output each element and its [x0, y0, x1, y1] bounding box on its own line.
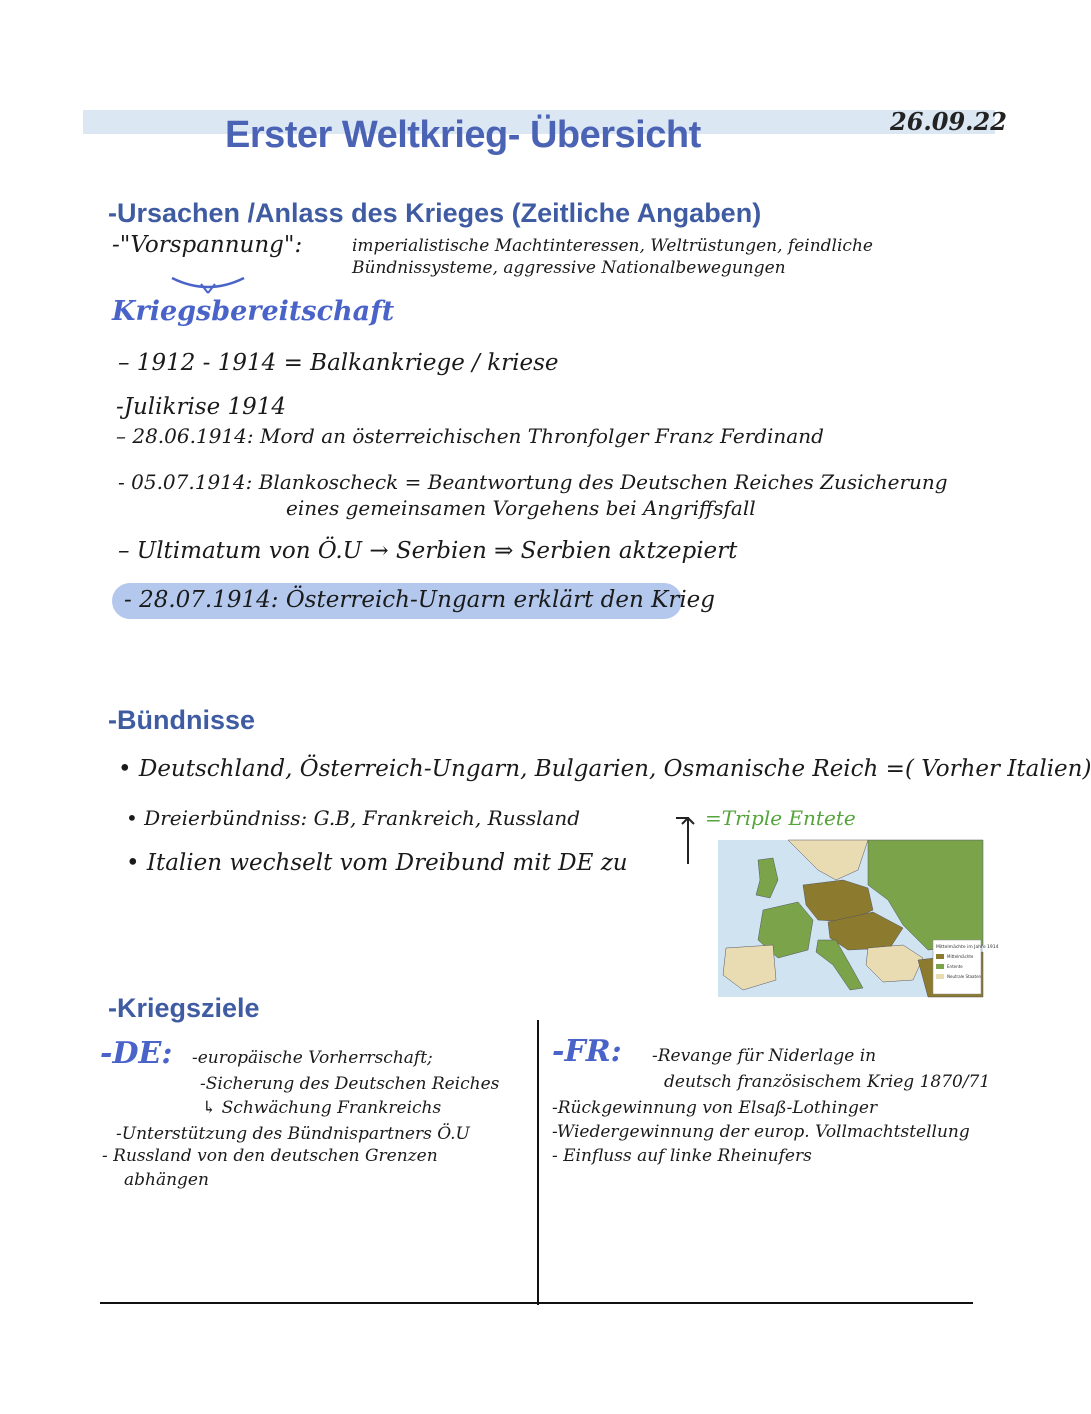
- page-title: Erster Weltkrieg- Übersicht: [225, 114, 701, 156]
- vorspannung-text-line2: Bündnissysteme, aggressive Nationalbewegungen: [352, 258, 786, 278]
- item-julikrise: -Julikrise 1914: [116, 394, 287, 420]
- map-legend-swatch-entente: [936, 964, 944, 969]
- buendnis-item-italien: • Italien wechselt vom Dreibund mit DE zu: [126, 850, 628, 876]
- item-blankoscheck-cont: eines gemeinsamen Vorgehens bei Angriffsfall: [286, 496, 756, 520]
- item-ultimatum: – Ultimatum von Ö.U → Serbien ⇒ Serbien aktzepiert: [118, 538, 738, 564]
- de-label: -DE:: [100, 1036, 173, 1071]
- buendnis-item-mittelmaechte: • Deutschland, Österreich-Ungarn, Bulgarien, Osmanische Reich =( Vorher Italien): [118, 756, 1091, 782]
- item-blankoscheck: - 05.07.1914: Blankoscheck = Beantwortung des Deutschen Reiches Zusicherung: [118, 470, 948, 494]
- fr-goal-5: - Einfluss auf linke Rheinufers: [552, 1146, 812, 1166]
- vorspannung-label: -"Vorspannung":: [112, 232, 303, 258]
- fr-goal-2: deutsch französischem Krieg 1870/71: [664, 1072, 991, 1092]
- map-legend-label-neutral: Neutrale Staaten: [947, 974, 982, 979]
- item-kriegserklaerung: - 28.07.1914: Österreich-Ungarn erklärt den Krieg: [124, 587, 716, 613]
- bottom-rule: [100, 1302, 973, 1304]
- item-mord: – 28.06.1914: Mord an österreichischen Thronfolger Franz Ferdinand: [116, 424, 824, 448]
- de-goal-1: -europäische Vorherrschaft;: [192, 1048, 433, 1068]
- section-heading-kriegsziele: -Kriegsziele: [108, 993, 260, 1023]
- de-goal-6: abhängen: [124, 1170, 209, 1190]
- map-legend-title: Mittelmächte im Jahre 1914: [936, 945, 999, 950]
- buendnis-item-dreierbuendnis: • Dreierbündniss: G.B, Frankreich, Russland: [126, 806, 581, 830]
- map-legend-swatch-central: [936, 954, 944, 959]
- section-heading-buendnisse: -Bündnisse: [108, 705, 256, 735]
- map-legend-label-central: Mittelmächte: [947, 954, 974, 959]
- de-goal-4: -Unterstützung des Bündnispartners Ö.U: [116, 1124, 470, 1144]
- kriegsbereitschaft-label: Kriegsbereitschaft: [112, 296, 395, 327]
- section-heading-ursachen: -Ursachen /Anlass des Krieges (Zeitliche Angaben): [108, 198, 762, 228]
- fr-goal-4: -Wiedergewinnung der europ. Vollmachtstellung: [552, 1122, 970, 1142]
- fr-goal-1: -Revange für Niderlage in: [652, 1046, 877, 1066]
- de-goal-2: -Sicherung des Deutschen Reiches: [200, 1074, 500, 1094]
- map-legend-label-entente: Entente: [947, 964, 963, 969]
- triple-entente-note: =Triple Entete: [705, 806, 856, 830]
- de-goal-5: - Russland von den deutschen Grenzen: [102, 1146, 438, 1166]
- bracket-arrow-icon: [672, 812, 702, 870]
- fr-label: -FR:: [552, 1034, 622, 1069]
- de-goal-3: ↳ Schwächung Frankreichs: [202, 1098, 442, 1118]
- date: 26.09.22: [890, 107, 1007, 136]
- europe-1914-map: [718, 840, 999, 997]
- item-balkankriege: – 1912 - 1914 = Balkankriege / kriese: [118, 350, 559, 376]
- fr-goal-3: -Rückgewinnung von Elsaß-Lothinger: [552, 1098, 878, 1118]
- column-divider: [537, 1020, 539, 1305]
- vorspannung-text-line1: imperialistische Machtinteressen, Weltrüstungen, feindliche: [352, 236, 873, 256]
- map-legend-swatch-neutral: [936, 974, 944, 979]
